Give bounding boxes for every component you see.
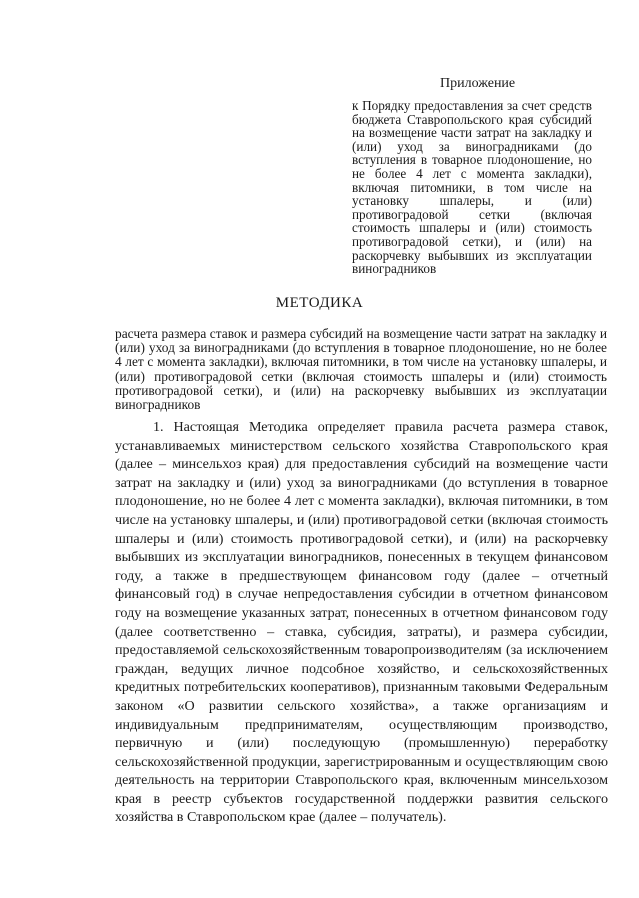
appendix-title: Приложение <box>440 76 516 91</box>
body-paragraph-1: 1. Настоящая Методика определяет правила расчета размера ставок, устанавливаемых министерством сельского хозяйства Ставропольского края (далее – минсельхоз края) для предоставления субсидий на возмещение части затрат на закладку и (или) уход за виноградниками (до вступления в товарное плодоношение, но не более 4 лет с момента закладки), включая питомники, в том числе на установку шпалеры, и (или) противоградовой сетки (включая стоимость шпалеры и (или) стоимость противоградовой сетки), и (или) на раскорчевку выбывших из эксплуатации виноградников, понесенных в текущем финансовом году, а также в предшествующем финансовом году (далее – отчетный финансовый год) в случае непредоставления субсидии в отчетном финансовом году на возмещение указанных затрат, понесенных в отчетном финансовом году (далее соответственно – ставка, субсидия, затраты), и размера субсидии, предоставляемой сельскохозяйственным товаропроизводителям (за исключением граждан, ведущих личное подсобное хозяйство, и сельскохозяйственных кредитных потребительских кооперативов), признанным таковыми Федеральным законом «О развитии сельского хозяйства», а также организациям и индивидуальным предпринимателям, осуществляющим производство, первичную и (или) последующую (промышленную) переработку сельскохозяйственной продукции, зарегистрированным и осуществляющим свою деятельность на территории Ставропольского края, включенным минсельхозом края в реестр субъектов государственной поддержки развития сельского хозяйства в Ставропольском крае (далее – получатель). <box>115 419 608 826</box>
method-subtitle: расчета размера ставок и размера субсидий на возмещение части затрат на закладку и (или) уход за виноградниками (до вступления в товарное плодоношение, но не более 4 лет с момента закладки), включая питомники, в том числе на установку шпалеры, и (или) противоградовой сетки (включая стоимость шпалеры и (или) стоимость противоградовой сетки), и (или) на раскорчевку выбывших из эксплуатации виноградников <box>115 326 607 413</box>
method-title: МЕТОДИКА <box>275 295 364 311</box>
appendix-text: к Порядку предоставления за счет средств бюджета Ставропольского края субсидий на возмещение части затрат на закладку и (или) уход за виноградниками (до вступления в товарное плодоношение, но не более 4 лет с момента закладки), включая питомники, в том числе на установку шпалеры, и (или) противоградовой сетки (включая стоимость шпалеры и (или) стоимость противоградовой сетки), и (или) на раскорчевку выбывших из эксплуатации виноградников <box>352 98 592 277</box>
